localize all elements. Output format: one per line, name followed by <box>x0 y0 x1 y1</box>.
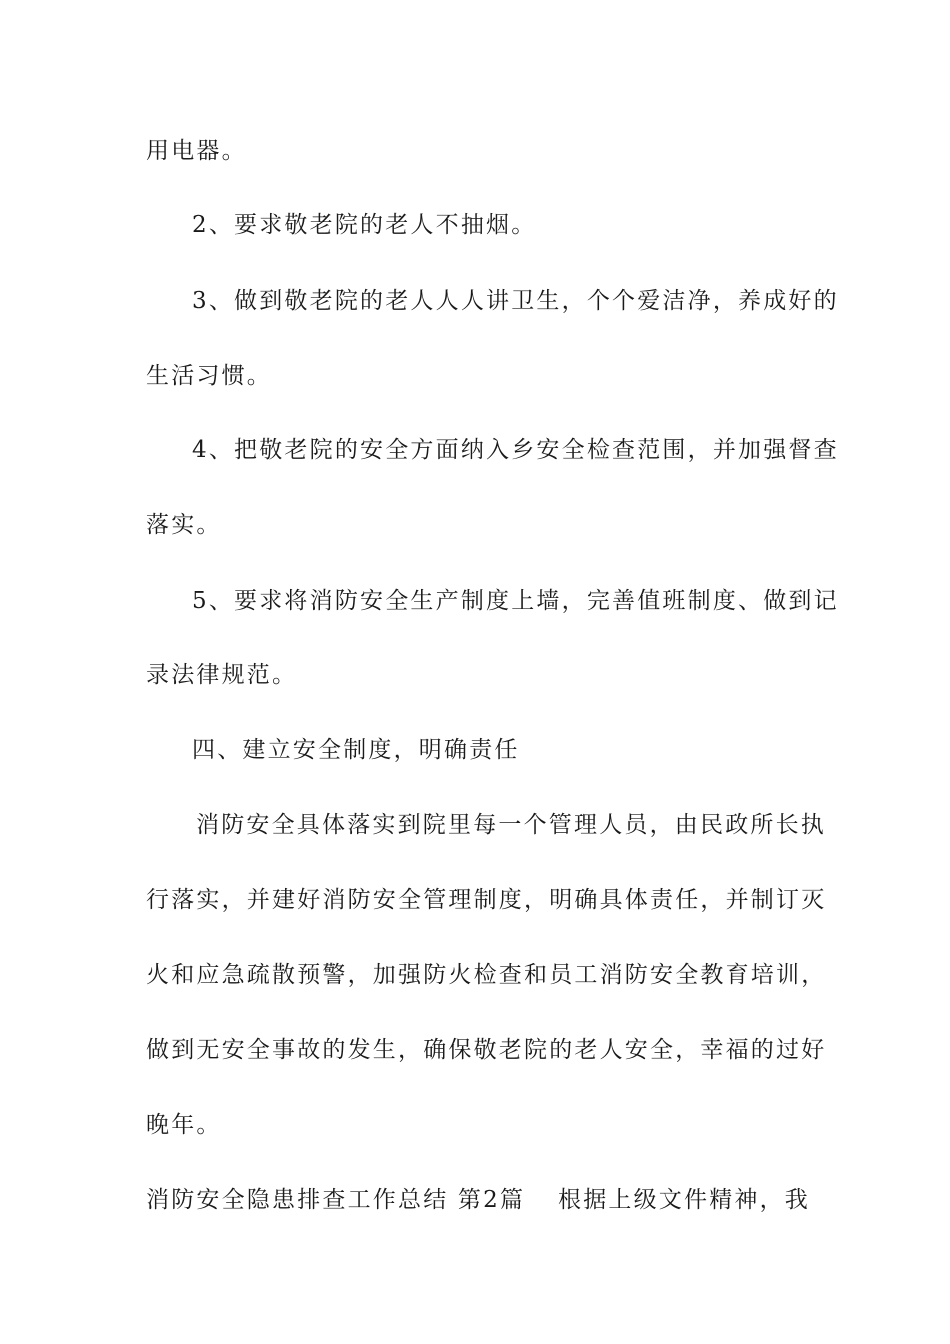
paragraph-line: 行落实，并建好消防安全管理制度，明确具体责任，并制订灭 <box>146 887 827 913</box>
next-section-line <box>146 1185 810 1215</box>
paragraph-line: 用电器。 <box>146 138 247 164</box>
paragraph-line: 消防安全具体落实到院里每一个管理人员，由民政所长执 <box>196 812 826 838</box>
list-item-4: 4、把敬老院的安全方面纳入乡安全检查范围，并加强督查 <box>192 437 839 463</box>
paragraph-line: 做到无安全事故的发生，确保敬老院的老人安全，幸福的过好 <box>146 1037 827 1063</box>
paragraph-line: 生活习惯。 <box>146 363 272 389</box>
paragraph-line: 落实。 <box>146 512 222 538</box>
list-item-2: 2、要求敬老院的老人不抽烟。 <box>192 212 537 238</box>
list-item-3: 3、做到敬老院的老人人人讲卫生，个个爱洁净，养成好的 <box>192 288 839 314</box>
next-section-title: 消防安全隐患排查工作总结 第2篇 <box>146 1187 526 1213</box>
paragraph-line: 晚年。 <box>146 1112 222 1138</box>
next-section-text: 根据上级文件精神，我 <box>558 1187 810 1213</box>
paragraph-line: 火和应急疏散预警，加强防火检查和员工消防安全教育培训， <box>146 962 827 988</box>
section-heading: 四、建立安全制度，明确责任 <box>192 737 520 763</box>
list-item-5: 5、要求将消防安全生产制度上墙，完善值班制度、做到记 <box>192 588 839 614</box>
paragraph-line: 录法律规范。 <box>146 662 298 688</box>
